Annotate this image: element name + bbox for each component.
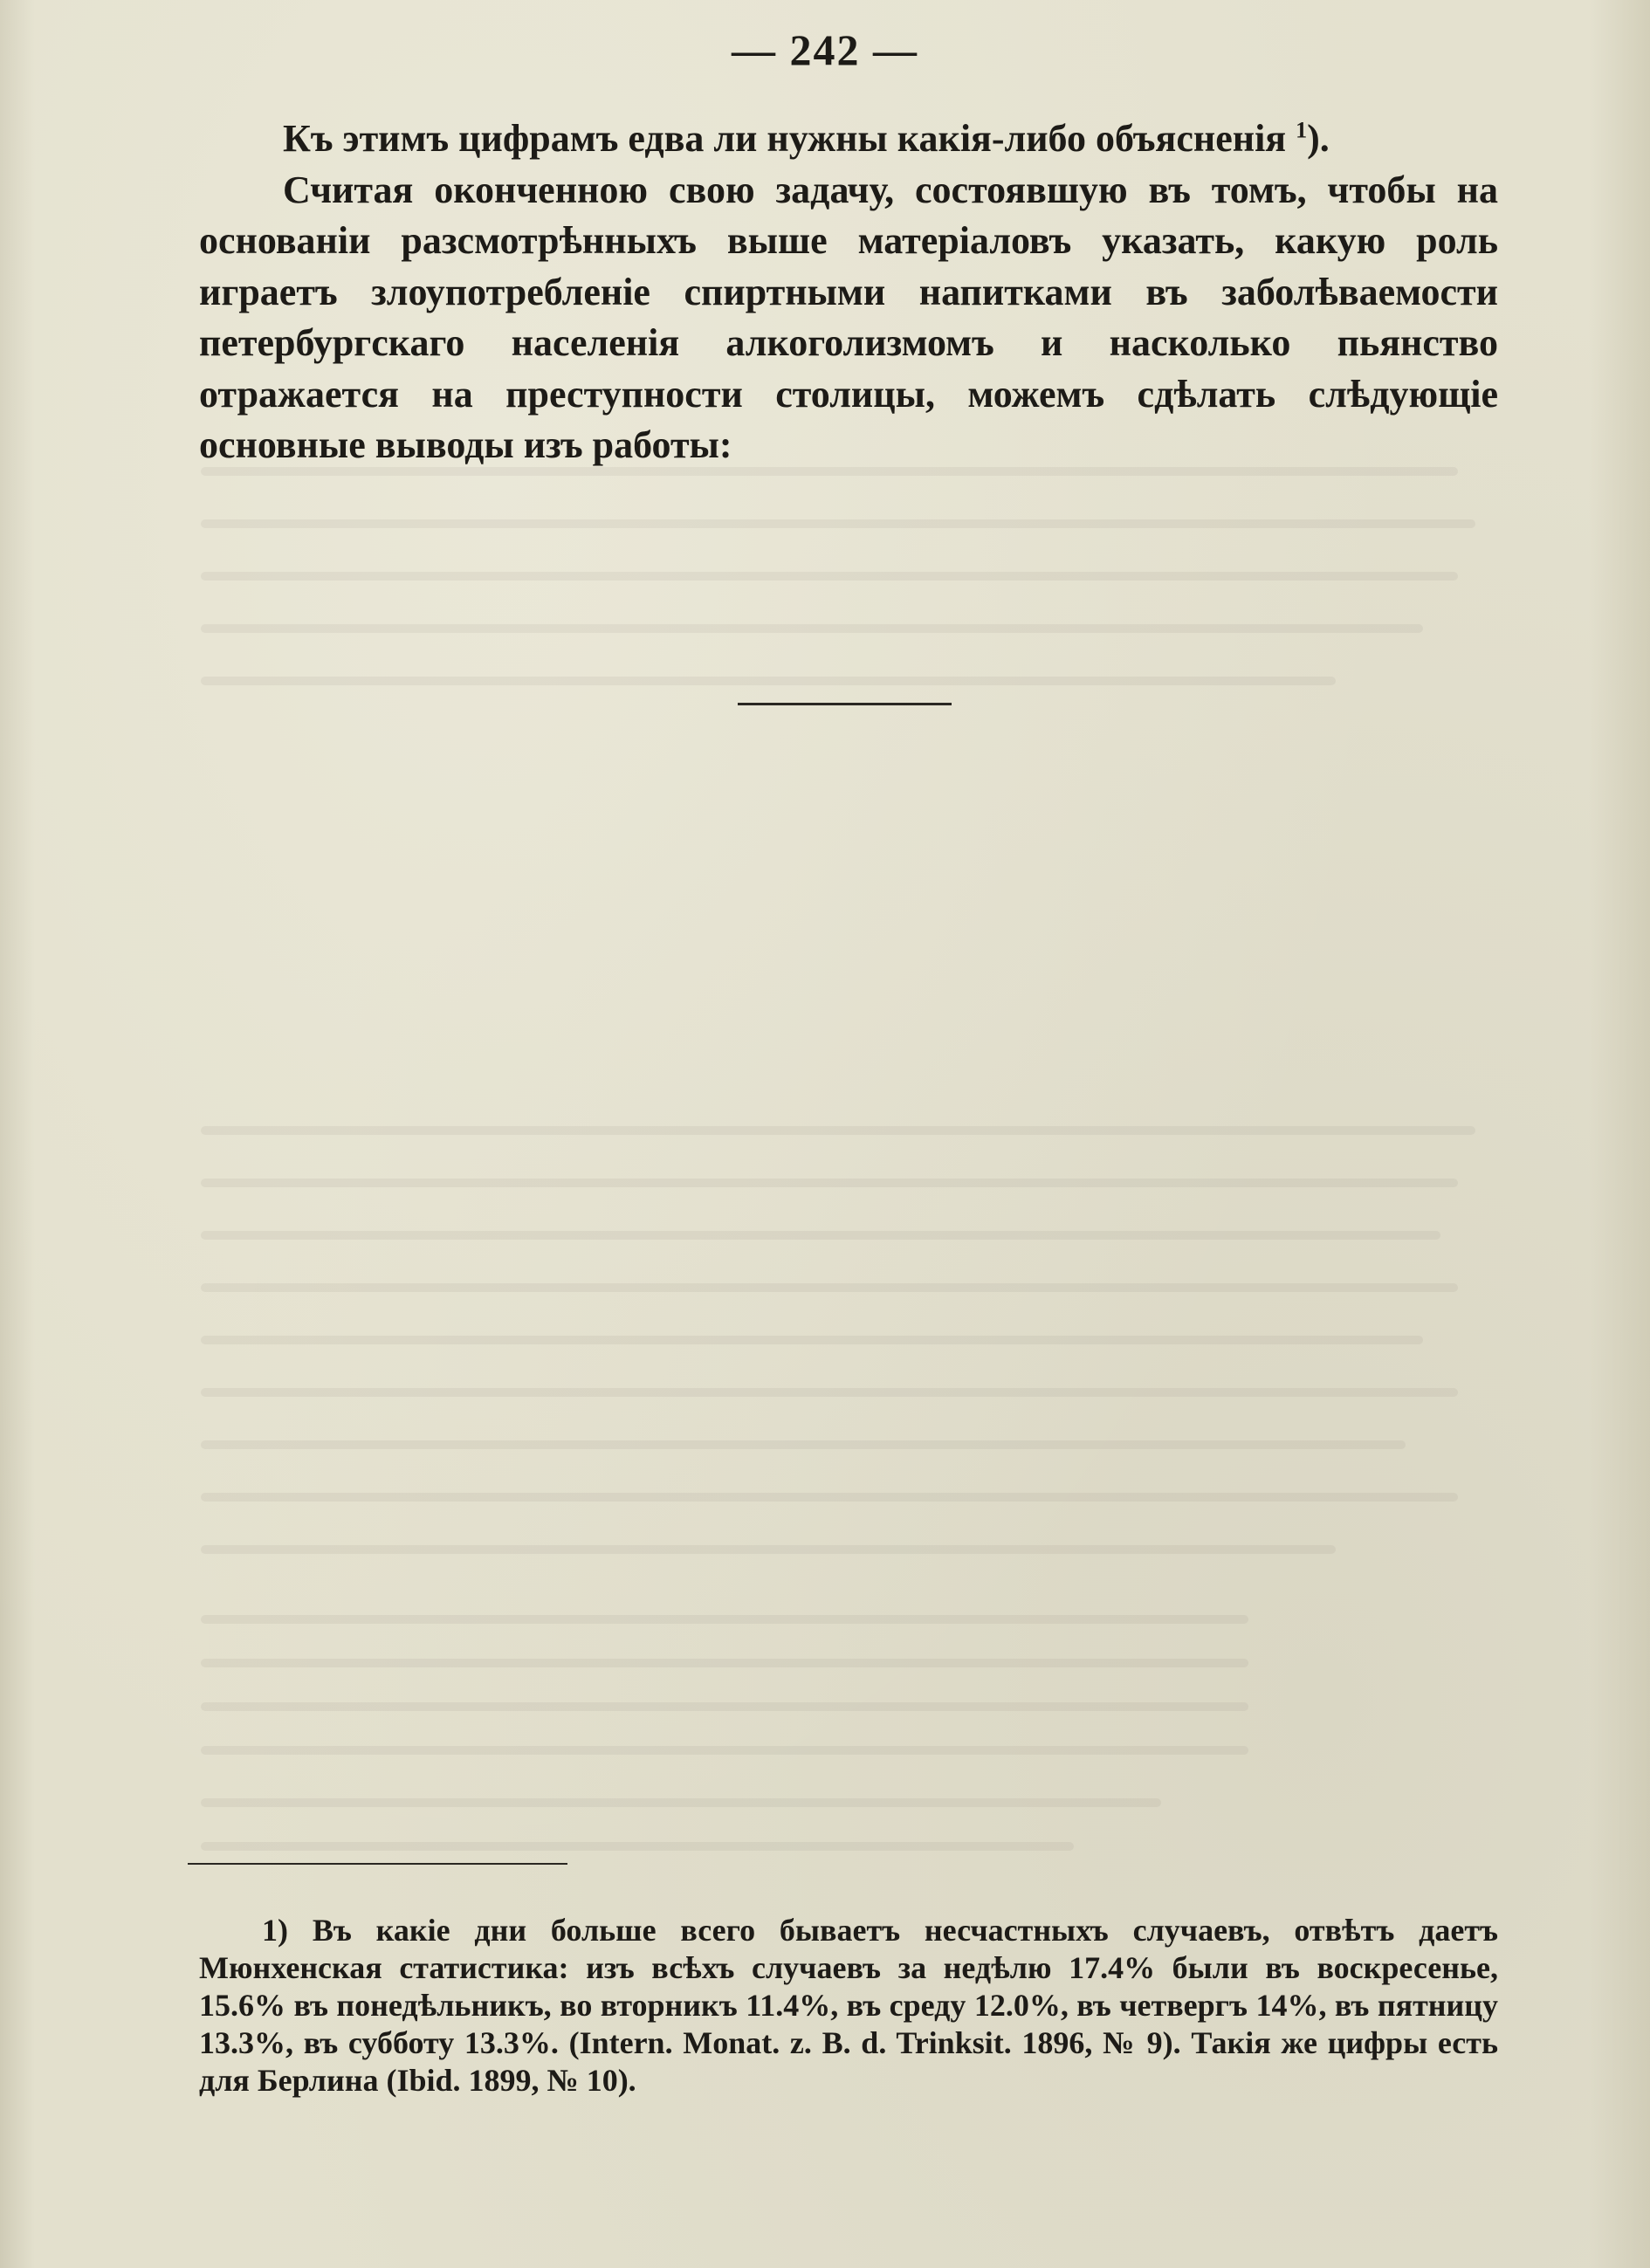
footnote [199,1912,1498,2100]
section-separator [738,703,952,705]
paragraph-1: Къ этимъ цифрамъ едва ли нужны какія-либо объясненія $^1$). [283,117,1330,160]
page-number: — 242 — [732,25,918,74]
footnote-paragraph [199,1912,1498,2100]
main-text [199,113,1498,471]
paragraph-1-text: Къ этимъ цифрамъ едва ли нужны какія-либо объясненія [283,117,1287,160]
footnote-marker: 1) [262,1913,288,1948]
footnote-reference: 1 [1296,117,1308,143]
footnote-rule [188,1863,567,1865]
paragraph-2: Считая оконченною свою задачу, состоявшую въ томъ, чтобы на основаніи разсмотрѣнныхъ выше матеріаловъ указать, какую роль играетъ злоупотребленіе спиртными напитками въ заболѣваемости петербургскаго населенія алкоголизмомъ и насколько пьянство отражается на преступности столицы, можемъ сдѣлать слѣдующіе основные выводы изъ работы: [199,168,1498,466]
footnote-text: Въ какіе дни больше всего бываетъ несчастныхъ случаевъ, отвѣтъ даетъ Мюнхенская статистика: изъ всѣхъ случаевъ за недѣлю 17.4% были въ воскресенье, 15.6% въ понедѣльникъ, во вторникъ 11.4%, въ среду 12.0%, въ четвергъ 14%, въ пятницу 13.3%, въ субботу 13.3%. (Intern. Monat. z. B. d. Trinksit. 1896, № 9). Такія же цифры есть для Берлина (Ibid. 1899, № 10). [199,1913,1499,2098]
